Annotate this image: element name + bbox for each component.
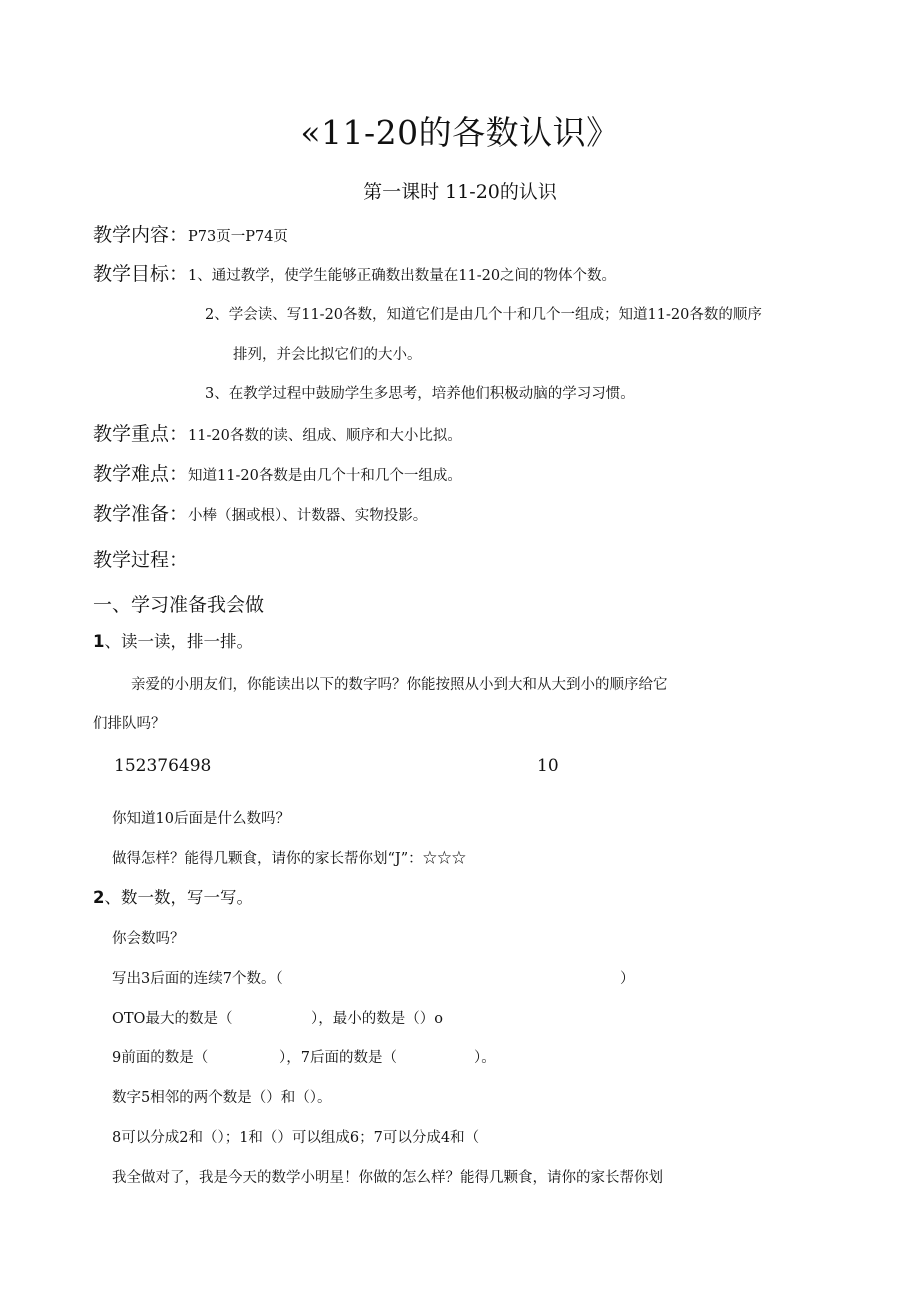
task-1-heading (93, 634, 253, 651)
task-2-q3-b: ），7后面的数是（ (279, 1050, 397, 1066)
task-2-number: 2 (93, 888, 105, 907)
process-label: 教学过程： (93, 549, 189, 571)
number-ten: 10 (537, 756, 559, 776)
key-points-value: 11-20各数的读、组成、顺序和大小比拟。 (188, 428, 462, 444)
task-2-q2-a: OTO最大的数是（ (112, 1011, 233, 1027)
task-2-q4: 数字5相邻的两个数是（）和（）。 (112, 1090, 332, 1106)
task-2-q3-a: 9前面的数是（ (112, 1050, 209, 1066)
section-1-heading: 一、学习准备我会做 (93, 594, 265, 616)
goal-item-1: 1、通过教学，使学生能够正确数出数量在11-20之间的物体个数。 (188, 268, 617, 284)
task-2-q1-left: 写出3后面的连续7个数。（ (112, 971, 283, 987)
preparation-label: 教学准备： (93, 503, 189, 525)
goal-item-2-line-2: 排列，并会比拟它们的大小。 (233, 347, 422, 363)
task-1-intro-line-2: 们排队吗？ (93, 716, 166, 732)
lesson-subtitle: 第一课时 11-20的认识 (363, 181, 557, 203)
task-2-q3-c: ）。 (474, 1050, 496, 1066)
task-2-q0: 你会数吗？ (112, 931, 185, 947)
task-1-question: 你知道10后面是什么数吗？ (112, 811, 290, 827)
task-2-q5: 8可以分成2和（）；1和（）可以组成6；7可以分成4和（ (112, 1130, 480, 1146)
goal-item-3: 3、在教学过程中鼓励学生多思考，培养他们积极动脑的学习习惯。 (205, 386, 635, 402)
difficulties-row (93, 465, 462, 484)
content-label: 教学内容： (93, 224, 189, 246)
task-2-heading (93, 890, 253, 907)
task-1-title: 、读一读，排一排。 (104, 632, 253, 651)
goals-label: 教学目标： (93, 263, 189, 285)
content-value: P73页一P74页 (188, 229, 288, 245)
task-2-q2-b: ），最小的数是（）o (311, 1011, 443, 1027)
content-row (93, 226, 288, 245)
goal-item-2-line-1: 2、学会读、写11-20各数，知道它们是由几个十和几个一组成；知道11-20各数的顺序 (205, 307, 762, 323)
number-sequence: 152376498 (114, 756, 212, 776)
preparation-value: 小棒（捆或根）、计数器、实物投影。 (188, 508, 428, 524)
key-points-label: 教学重点： (93, 423, 189, 445)
difficulties-label: 教学难点： (93, 463, 189, 485)
task-2-q6: 我全做对了，我是今天的数学小明星！你做的怎么样？能得几颗食，请你的家长帮你划 (112, 1170, 663, 1186)
document-title: «11-20的各数认识》 (300, 113, 620, 152)
task-1-number: 1 (93, 632, 105, 651)
key-points-row (93, 425, 462, 444)
preparation-row (93, 505, 427, 524)
difficulties-value: 知道11-20各数是由几个十和几个一组成。 (188, 468, 462, 484)
goals-row (93, 265, 616, 284)
task-2-q1-right: ） (620, 971, 635, 987)
task-2-title: 、数一数，写一写。 (104, 888, 253, 907)
task-1-rating: 做得怎样？能得几颗食，请你的家长帮你划“J”：☆☆☆ (112, 851, 467, 867)
task-1-intro-line-1: 亲爱的小朋友们，你能读出以下的数字吗？你能按照从小到大和从大到小的顺序给它 (131, 677, 668, 693)
